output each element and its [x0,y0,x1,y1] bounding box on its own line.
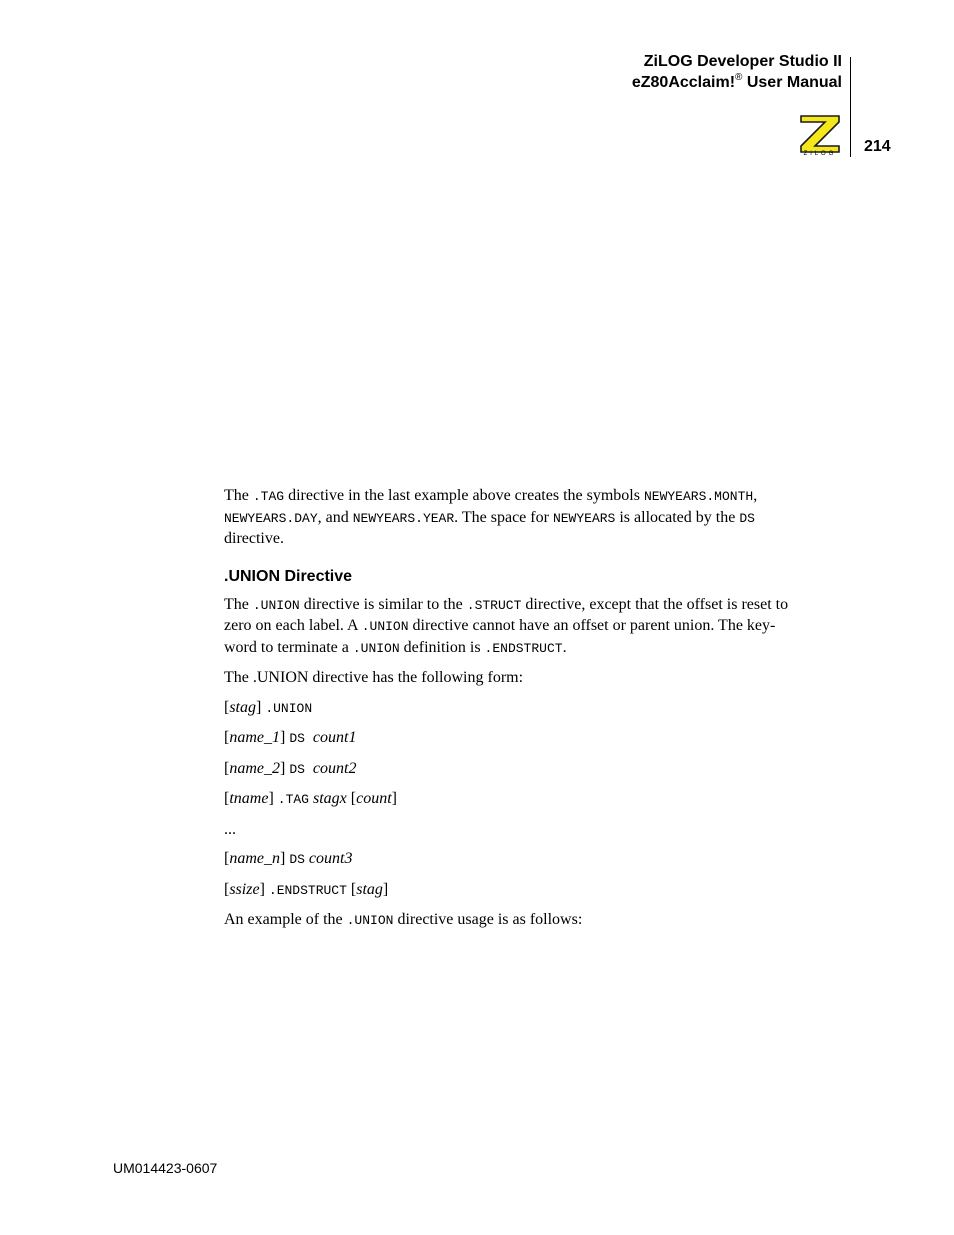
header-line-1: ZiLOG Developer Studio II [643,53,842,70]
syntax-line: [name_2] DS count2 [224,759,357,777]
syntax-line: [ssize] .ENDSTRUCT [stag] [224,880,389,898]
main-content [224,486,844,932]
logo-wordmark: ZiLOG [803,151,837,157]
paragraph-form-intro: The .UNION directive has the following form: [224,669,524,686]
page-number: 214 [864,138,891,155]
section-heading: .UNION Directive [224,567,353,585]
syntax-line: [name_1] DS count1 [224,729,357,746]
paragraph-union-description: The .UNION directive is similar to the .STRUCT directive, except that the offset is reset to zero on each label. A .UNION directive cannot have an offset or parent union. The key- word to terminate a .UNION definition is .ENDSTRUCT. [224,595,789,656]
paragraph-tag-directive: The .TAG directive in the last example above creates the symbols NEWYEARS.MONTH, NEWYEARS.DAY, and NEWYEARS.YEAR. The space for NEWYEARS is allocated by the DS directive. [224,487,758,547]
header-divider [850,57,851,157]
syntax-line: [tname] .TAG stagx [count] [224,790,397,807]
syntax-ellipsis: ... [224,820,236,838]
header-line-2: eZ80Acclaim!® User Manual [631,72,842,91]
syntax-line: [name_n] DS count3 [224,850,353,867]
syntax-line: [stag] .UNION [224,698,313,716]
document-footer: UM014423-0607 [113,1160,218,1176]
document-header-title [632,51,842,93]
paragraph-example-intro: An example of the .UNION directive usage is as follows: [224,911,583,928]
